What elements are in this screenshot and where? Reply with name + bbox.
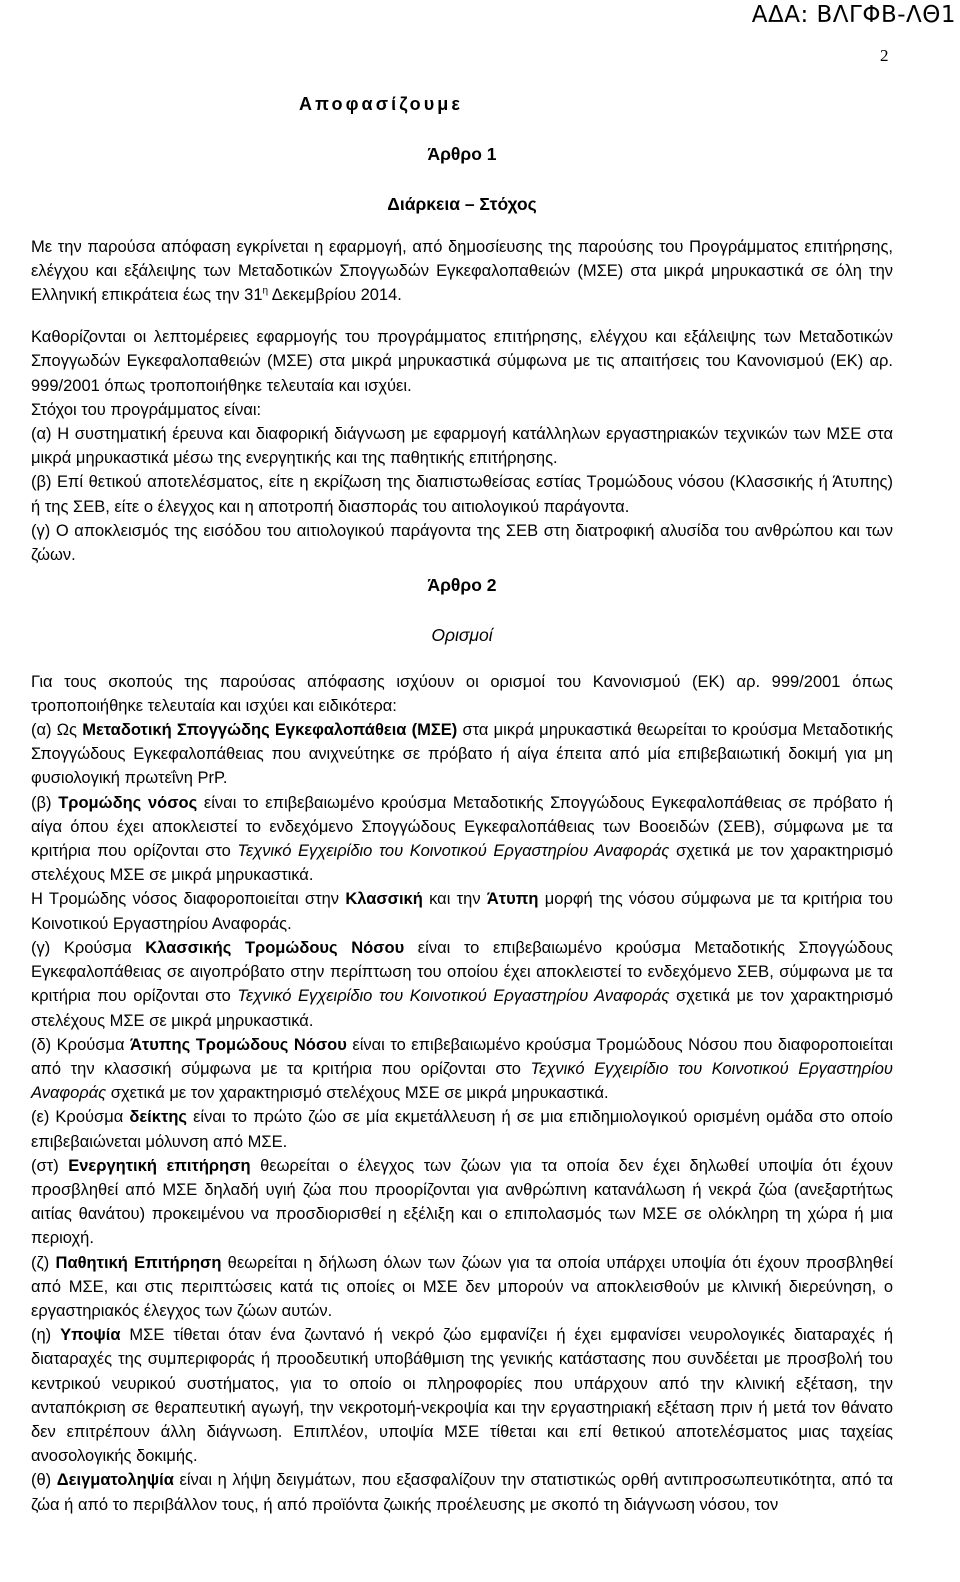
term: Υποψία [60, 1326, 121, 1345]
definition-th: (θ) Δειγματοληψία είναι η λήψη δειγμάτων, που εξασφαλίζουν την στατιστικώς ορθή αντιπροσωπευτικότητα, από τα ζώα ή από το περιβάλλον τους, ή από προϊόντα ζωικής προέλευσης με σκοπό τη διάγνωση νόσου, τον [31, 1471, 894, 1514]
definition-z: (ζ) Παθητική Επιτήρηση θεωρείται η δήλωση όλων των ζώων για τα οποία υπάρχει υποψία ότι έχουν προσβληθεί από ΜΣΕ, και στις περιπτώσεις κατά τις οποίες οι ΜΣΕ δεν μπορούν να αποκλεισθούν με κλινική διερεύνηση, ο εργαστηριακός έλεγχος των ζώων αυτών. [31, 1253, 893, 1320]
term: Άτυπης Τρομώδους Νόσου [130, 1035, 347, 1054]
document-body [31, 88, 893, 1517]
definition-b-forms: Η Τρομώδης νόσος διαφοροποιείται στην Κλασσική και την Άτυπη μορφή της νόσου σύμφωνα με τα κριτήρια του Κοινοτικού Εργαστηρίου Αναφοράς. [31, 890, 893, 933]
article-1-paragraph-2: Καθορίζονται οι λεπτομέρειες εφαρμογής του προγράμματος επιτήρησης, ελέγχου και εξάλειψης των Μεταδοτικών Σπογγωδών Εγκεφαλοπαθειών (ΜΣΕ) στα μικρά μηρυκαστικά σύμφωνα με τις απαιτήσεις του Κανονισμού (ΕΚ) αρ. 999/2001 όπως τροποποιήθηκε τελευταία και ισχύει. [31, 328, 893, 395]
manual-reference: Τεχνικό Εγχειρίδιο του Κοινοτικού Εργαστηρίου Αναφοράς [31, 1059, 893, 1103]
term: Τρομώδης νόσος [58, 793, 198, 812]
ada-code: ΑΔΑ: ΒΛΓΦΒ-ΛΘ1 [751, 2, 956, 28]
term: Μεταδοτική Σπογγώδης Εγκεφαλοπάθεια (ΜΣΕ) [82, 721, 458, 740]
page-number: 2 [880, 46, 889, 65]
goal-c: (γ) Ο αποκλεισμός της εισόδου του αιτιολογικού παράγοντα της ΣΕΒ στη διατροφική αλυσίδα του ανθρώπου και των ζώων. [31, 521, 893, 565]
article-2-subheading: Ορισμοί [431, 625, 493, 646]
p1-text: Με την παρούσα απόφαση εγκρίνεται η εφαρμογή, από δημοσίευσης της παρούσης του Προγράμματος επιτήρησης, ελέγχου και εξάλειψης των Μεταδοτικών Σπογγωδών Εγκεφαλοπαθειών (ΜΣΕ) στα μικρά μηρυκαστικά σε όλη την Ελληνική επικράτεια έως την 31 [31, 237, 893, 305]
term: Κλασσική [345, 890, 423, 909]
definition-d: (δ) Κρούσμα Άτυπης Τρομώδους Νόσου είναι το επιβεβαιωμένο κρούσμα Τρομώδους Νόσου που διαφοροποιείται από την κλασσική σύμφωνα με τα κριτήρια που ορίζονται στο Τεχνικό Εγχειρίδιο του Κοινοτικού Εργαστηρίου Αναφοράς σχετικά με τον χαρακτηρισμό στελέχους ΜΣΕ σε μικρά μηρυκαστικά. [31, 1035, 893, 1103]
goal-a: (α) Η συστηματική έρευνα και διαφορική διάγνωση με εφαρμογή κατάλληλων εργαστηριακών τεχνικών των ΜΣΕ στα μικρά μηρυκαστικά μέσω της ενεργητικής και της παθητικής επιτήρησης. [31, 425, 893, 468]
p1-text-end: Δεκεμβρίου 2014. [268, 286, 402, 305]
definition-h: (η) Υποψία ΜΣΕ τίθεται όταν ένα ζωντανό ή νεκρό ζώο εμφανίζει ή έχει εμφανίσει νευρολογικές διαταραχές ή διαταραχές της συμπεριφοράς ή προοδευτική υποβάθμιση της γενικής κατάστασης που συνδέεται με προσβολή του κεντρικού νευρικού συστήματος, για το οποίο οι πληροφορίες που υπάρχουν από την κλινική εξέταση, την ανταπόκριση σε θεραπευτική αγωγή, την νεκροτομή-νεκροψία και την εργαστηριακή εξέταση πριν ή μετά τον θάνατο δεν επιτρέπουν άλλη διάγνωση. Επιπλέον, υποψία ΜΣΕ τίθεται και επί θετικού αποτελέσματος μιας ταχείας ανοσολογικής δοκιμής. [31, 1326, 893, 1466]
p1-superscript: η [262, 285, 269, 297]
definition-st: (στ) Ενεργητική επιτήρηση θεωρείται ο έλεγχος των ζώων για τα οποία δεν έχει δηλωθεί υποψία ότι έχουν προσβληθεί από ΜΣΕ δηλαδή υγιή ζώα που προορίζονται για ανθρώπινη κατανάλωση ή νεκρά ζώα (ανεξαρτήτως αιτίας θανάτου) προκειμένου να προσδιορισθεί η εξέλιξη και ο επιπολασμός των ΜΣΕ σε ολόκληρη τη χώρα ή μια περιοχή. [31, 1156, 893, 1248]
decision-heading: Αποφασίζουμε [299, 94, 464, 114]
definition-e: (ε) Κρούσμα δείκτης είναι το πρώτο ζώο σε μία εκμετάλλευση ή σε μια επιδημιολογικού ορισμένη ομάδα στο οποίο επιβεβαιώνεται μόλυνση από ΜΣΕ. [31, 1108, 893, 1151]
term: Κλασσικής Τρομώδους Νόσου [145, 938, 405, 957]
definition-a: (α) Ως Μεταδοτική Σπογγώδης Εγκεφαλοπάθεια (ΜΣΕ) στα μικρά μηρυκαστικά θεωρείται το κρούσμα Μεταδοτικής Σπογγώδους Εγκεφαλοπάθειας που ανιχνεύτηκε σε πρόβατο ή αίγα έπειτα από μία επιβεβαιωτική δοκιμή για μη φυσιολογική πρωτεΐνη PrP. [31, 721, 894, 788]
definition-c: (γ) Κρούσμα Κλασσικής Τρομώδους Νόσου είναι το επιβεβαιωμένο κρούσμα Μεταδοτικής Σπογγώδους Εγκεφαλοπάθειας σε αιγοπρόβατο στην περίπτωση του οποίου έχει αποκλειστεί το ενδεχόμενο ΣΕΒ, σύμφωνα με τα κριτήρια που ορίζονται στο Τεχνικό Εγχειρίδιο του Κοινοτικού Εργαστηρίου Αναφοράς σχετικά με τον χαρακτηρισμό στελέχους ΜΣΕ σε μικρά μηρυκαστικά. [31, 938, 894, 1030]
term: Άτυπη [486, 890, 539, 909]
definitions-intro: Για τους σκοπούς της παρούσας απόφασης ισχύουν οι ορισμοί του Κανονισμού (ΕΚ) αρ. 999/2001 όπως τροποποιήθηκε τελευταία και ισχύει και ειδικότερα: [31, 672, 893, 715]
article-1-heading: Άρθρο 1 [427, 144, 497, 165]
article-2-heading: Άρθρο 2 [427, 575, 497, 596]
article-1-paragraph-1 [31, 235, 893, 308]
term: Δειγματοληψία [56, 1471, 174, 1490]
manual-reference: Τεχνικό Εγχειρίδιο του Κοινοτικού Εργαστηρίου Αναφοράς [237, 987, 670, 1006]
article-1-paragraph-3: Στόχοι του προγράμματος είναι: [31, 400, 262, 419]
term: Παθητική Επιτήρηση [55, 1253, 222, 1272]
term: δείκτης [129, 1108, 187, 1127]
article-1-subheading: Διάρκεια – Στόχος [387, 194, 537, 215]
definition-b: (β) Τρομώδης νόσος είναι το επιβεβαιωμένο κρούσμα Μεταδοτικής Σπογγώδους Εγκεφαλοπάθειας σε πρόβατο ή αίγα όπου έχει αποκλειστεί το ενδεχόμενο Σπογγώδους Εγκεφαλοπάθειας των Βοοειδών (ΣΕΒ), σύμφωνα με τα κριτήρια που ορίζονται στο Τεχνικό Εγχειρίδιο του Κοινοτικού Εργαστηρίου Αναφοράς σχετικά με τον χαρακτηρισμό στελέχους ΜΣΕ σε μικρά μηρυκαστικά. [31, 793, 893, 885]
manual-reference: Τεχνικό Εγχειρίδιο του Κοινοτικού Εργαστηρίου Αναφοράς [237, 842, 670, 861]
term: Ενεργητική επιτήρηση [68, 1156, 251, 1175]
goal-b: (β) Επί θετικού αποτελέσματος, είτε η εκρίζωση της διαπιστωθείσας εστίας Τρομώδους νόσου (Κλασσικής ή Άτυπης) ή της ΣΕΒ, είτε ο έλεγχος και η αποτροπή διασποράς του αιτιολογικού παράγοντα. [31, 473, 893, 516]
